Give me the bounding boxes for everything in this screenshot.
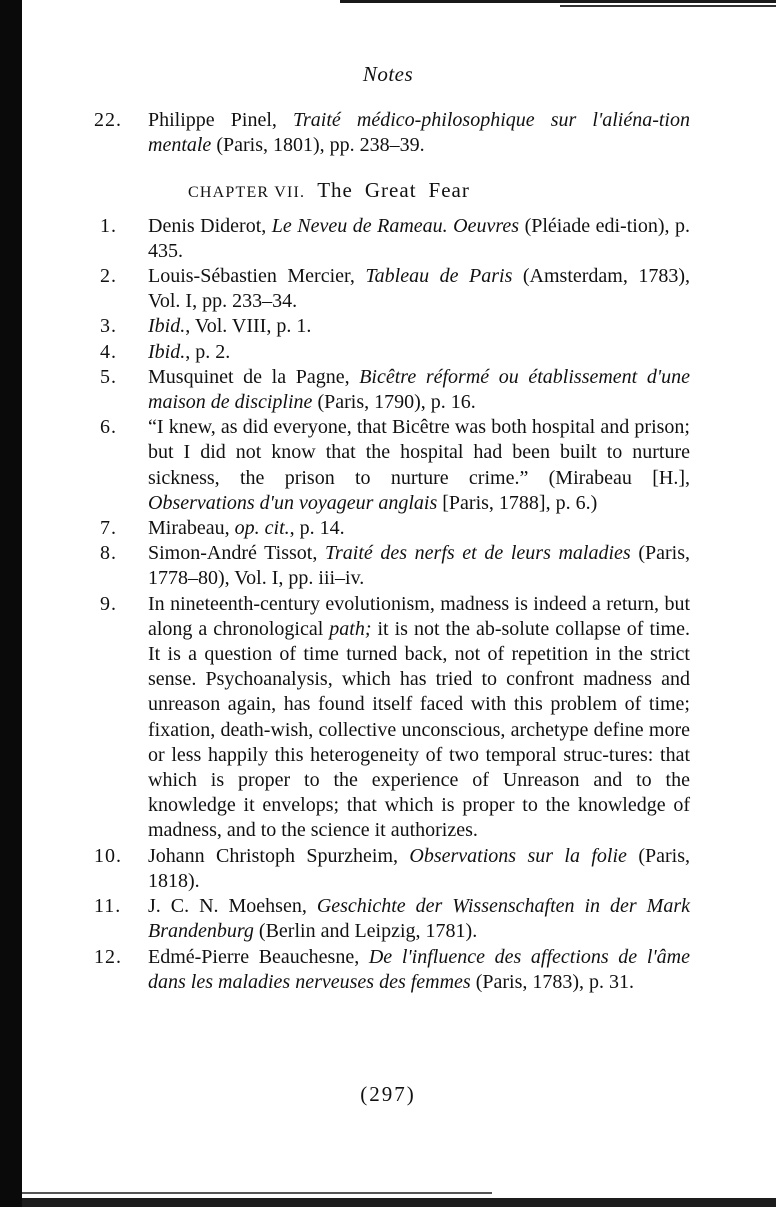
note-number: 4. <box>100 340 117 363</box>
note-text: (Paris, 1801), pp. 238–39. <box>211 134 425 157</box>
note-text: Simon-André Tissot, <box>148 542 325 565</box>
note-text: In nineteenth-century evolutionism, madness is indeed a return, but along a chronological <box>148 592 690 640</box>
chapter-heading <box>188 178 690 205</box>
note-2 <box>100 264 690 314</box>
note-text: (Amsterdam, 1783), Vol. I, pp. 233–34. <box>148 265 691 313</box>
note-10 <box>94 844 690 894</box>
note-text: (Paris, 1783), p. 31. <box>470 970 635 993</box>
note-title-italic: Le Neveu de Rameau. Oeuvres <box>271 214 520 237</box>
scan-border-top <box>340 0 776 3</box>
note-title-italic: op. cit. <box>234 517 290 540</box>
note-number: 6. <box>100 416 117 439</box>
note-number: 7. <box>100 517 117 540</box>
note-number: 10. <box>94 844 122 867</box>
notes-list-previous-chapter <box>94 108 690 158</box>
note-number: 12. <box>94 945 122 968</box>
note-text: “I knew, as did everyone, that Bicêtre was both hospital and prison; but I did not know that the hospital had been built to nurture sickness, the prison to nurture crime.” (Mirabeau [H.], <box>148 416 690 489</box>
note-text: Philippe Pinel, <box>148 109 293 131</box>
scan-border-top-inner <box>560 5 776 7</box>
notes-text-block <box>94 108 691 995</box>
note-title-italic: Traité médico-philosophique sur l'aliéna-tion mentale <box>148 109 690 157</box>
note-1 <box>100 214 690 264</box>
note-number: 1. <box>100 214 117 237</box>
note-title-italic: Observations d'un voyageur anglais <box>148 491 438 514</box>
note-text: (Paris, 1790), p. 16. <box>312 391 476 414</box>
note-6 <box>100 415 690 516</box>
note-title-italic: Ibid. <box>148 340 186 363</box>
note-text: Musquinet de la Pagne, <box>148 365 360 388</box>
note-text: Edmé-Pierre Beauchesne, <box>148 945 369 968</box>
note-title-italic: Tableau de Paris <box>365 265 513 288</box>
note-9 <box>100 592 690 844</box>
note-number: 22. <box>94 109 122 131</box>
note-text: , p. 2. <box>185 340 231 363</box>
note-text: Denis Diderot, <box>148 214 272 237</box>
note-number: 11. <box>94 895 122 918</box>
chapter-label: CHAPTER VII. <box>188 184 306 202</box>
note-text: (Paris, 1778–80), Vol. I, pp. iii–iv. <box>148 542 690 590</box>
scan-border-left <box>0 0 22 1207</box>
chapter-title-word2: Fear <box>428 178 470 203</box>
note-22 <box>94 108 690 158</box>
note-title-italic: Bicêtre réformé ou établissement d'une maison de discipline <box>148 365 690 414</box>
scan-border-bottom-inner <box>22 1192 492 1194</box>
running-head: Notes <box>362 62 414 86</box>
note-number: 9. <box>100 592 117 615</box>
note-text: Mirabeau, <box>148 517 235 540</box>
note-8 <box>100 541 690 591</box>
note-text: , Vol. VIII, p. 1. <box>185 315 312 338</box>
note-12 <box>94 945 690 995</box>
note-number: 5. <box>100 365 117 388</box>
chapter-title-word1: Great <box>364 178 417 203</box>
note-title-italic: Observations sur la folie <box>409 844 627 867</box>
note-text: Johann Christoph Spurzheim, <box>148 844 410 867</box>
note-11 <box>94 894 690 944</box>
note-text: (Pléiade edi-tion), p. 435. <box>148 214 690 262</box>
note-title-italic: Traité des nerfs et de leurs maladies <box>324 542 631 565</box>
note-number: 2. <box>100 265 117 288</box>
scan-border-bottom <box>22 1198 776 1207</box>
note-number: 3. <box>100 315 117 338</box>
note-3 <box>100 314 690 339</box>
chapter-title-the: The <box>317 178 353 203</box>
page-number: (297) <box>360 1082 416 1106</box>
note-text: J. C. N. Moehsen, <box>148 895 317 918</box>
note-title-italic: path; <box>329 617 372 640</box>
note-5 <box>100 365 690 415</box>
note-text: Louis-Sébastien Mercier, <box>148 265 366 288</box>
note-text: (Berlin and Leipzig, 1781). <box>253 920 478 943</box>
note-number: 8. <box>100 542 117 565</box>
note-text: [Paris, 1788], p. 6.) <box>437 491 598 514</box>
note-text: it is not the ab-solute collapse of time. It is a question of time turned back, not of repetition in the strict sense. Psychoanalysis, which has tried to confront madness and unreason again, has found itself faced with this problem of time; fixation, death-wish, collective unconscious, archetype define more or less happily this heterogeneity of two temporal struc-tures: that which is proper to the experience of Unreason and to the knowledge it envelops; that which is proper to the knowledge of madness, and to the science it authorizes. <box>148 617 690 842</box>
notes-list-chapter-vii <box>94 214 691 995</box>
note-text: , p. 14. <box>289 517 345 540</box>
note-4 <box>100 340 690 365</box>
note-text: (Paris, 1818). <box>148 844 690 892</box>
note-title-italic: Ibid. <box>148 315 186 338</box>
note-title-italic: De l'influence des affections de l'âme dans les maladies nerveuses des femmes <box>148 945 690 993</box>
note-title-italic: Geschichte der Wissenschaften in der Mark Brandenburg <box>148 895 690 943</box>
note-7 <box>100 516 690 541</box>
